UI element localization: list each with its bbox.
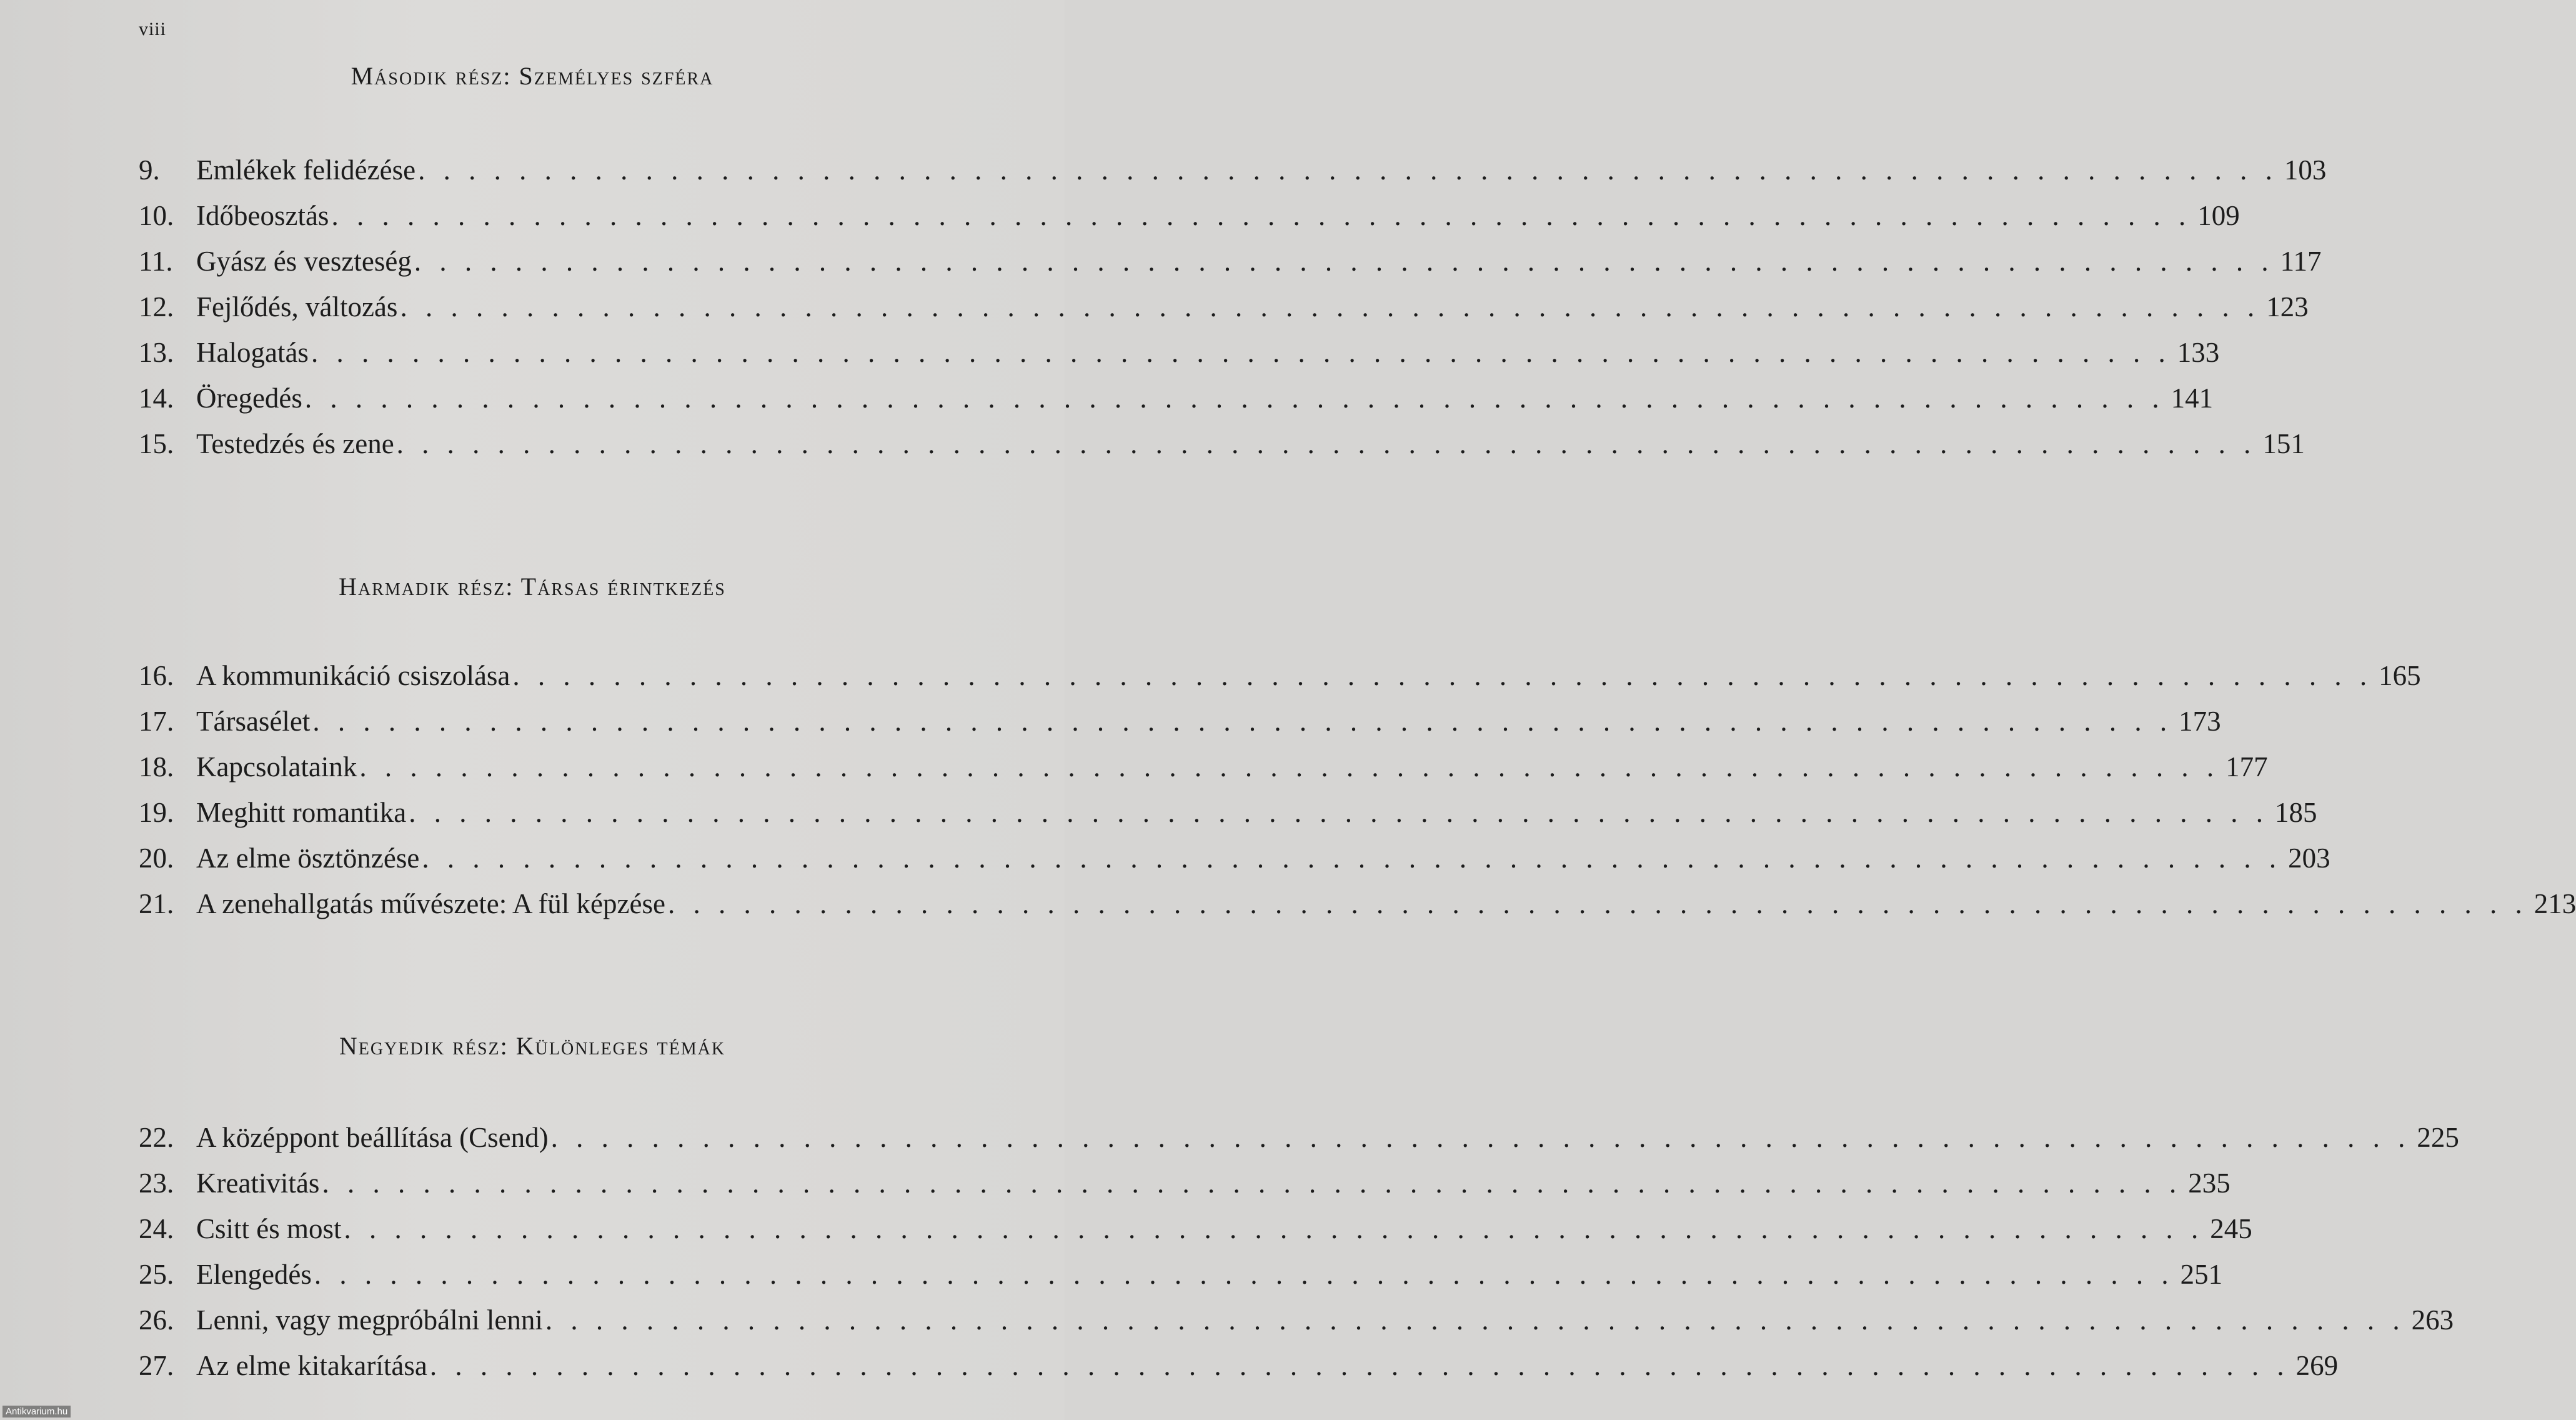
leader-dots: . . . . . . . . . . . . . . . . . . . . . . . . . . . . . . . . . . . . . . . . . . . . . . . . . . . . . . . . . . . . . . . . . . . . . . . . . .	[322, 1168, 2182, 1199]
leader-dots: . . . . . . . . . . . . . . . . . . . . . . . . . . . . . . . . . . . . . . . . . . . . . . . . . . . . . . . . . . . . . . . . . . . . . . . . . .	[409, 797, 2269, 828]
leader-dots: . . . . . . . . . . . . . . . . . . . . . . . . . . . . . . . . . . . . . . . . . . . . . . . . . . . . . . . . . . . . . . . . . . . . . . . . . .	[396, 428, 2257, 459]
chapter-title: Társasélet	[196, 706, 311, 737]
chapter-page: 245	[2210, 1213, 2252, 1244]
toc-entry	[139, 1252, 2223, 1298]
toc-entry	[139, 790, 2317, 836]
leader-dots: . . . . . . . . . . . . . . . . . . . . . . . . . . . . . . . . . . . . . . . . . . . . . . . . . . . . . . . . . . . . . . . . . . . . . . . . . .	[414, 246, 2274, 277]
chapter-number: 26.	[139, 1304, 174, 1336]
chapter-page: 203	[2288, 842, 2330, 874]
chapter-number: 16.	[139, 660, 174, 691]
toc-entry	[139, 1161, 2230, 1206]
chapter-number: 27.	[139, 1350, 174, 1381]
chapter-page: 133	[2177, 337, 2220, 368]
chapter-title: Csitt és most	[196, 1213, 342, 1244]
chapter-title: Elengedés	[196, 1259, 312, 1290]
leader-dots: . . . . . . . . . . . . . . . . . . . . . . . . . . . . . . . . . . . . . . . . . . . . . . . . . . . . . . . . . . . . . . . . . . . . . . . . . .	[304, 382, 2165, 414]
leader-dots: . . . . . . . . . . . . . . . . . . . . . . . . . . . . . . . . . . . . . . . . . . . . . . . . . . . . . . . . . . . . . . . . . . . . . . . . . .	[545, 1304, 2405, 1336]
section-title: Második rész: Személyes szféra	[351, 62, 714, 90]
chapter-title: A kommunikáció csiszolása	[196, 660, 510, 691]
leader-dots: . . . . . . . . . . . . . . . . . . . . . . . . . . . . . . . . . . . . . . . . . . . . . . . . . . . . . . . . . . . . . . . . . . . . . . . . . .	[429, 1350, 2290, 1381]
chapter-title: Emlékek felidézése	[196, 154, 416, 186]
leader-dots: . . . . . . . . . . . . . . . . . . . . . . . . . . . . . . . . . . . . . . . . . . . . . . . . . . . . . . . . . . . . . . . . . . . . . . . . . .	[512, 660, 2373, 691]
toc-entry	[139, 1343, 2339, 1389]
chapter-page: 251	[2180, 1259, 2223, 1290]
chapter-title: A középpont beállítása (Csend)	[196, 1122, 549, 1153]
toc-entry	[139, 653, 2421, 699]
leader-dots: . . . . . . . . . . . . . . . . . . . . . . . . . . . . . . . . . . . . . . . . . . . . . . . . . . . . . . . . . . . . . . . . . . . . . . . . . .	[344, 1213, 2204, 1244]
chapter-title: Halogatás	[196, 337, 309, 368]
leader-dots: . . . . . . . . . . . . . . . . . . . . . . . . . . . . . . . . . . . . . . . . . . . . . . . . . . . . . . . . . . . . . . . . . . . . . . . . . .	[550, 1122, 2411, 1153]
chapter-number: 9.	[139, 154, 160, 186]
leader-dots: . . . . . . . . . . . . . . . . . . . . . . . . . . . . . . . . . . . . . . . . . . . . . . . . . . . . . . . . . . . . . . . . . . . . . . . . . .	[422, 842, 2282, 874]
chapter-title: Fejlődés, változás	[196, 291, 398, 322]
chapter-page: 185	[2274, 797, 2317, 828]
chapter-number: 14.	[139, 382, 174, 414]
chapter-title: Gyász és veszteség	[196, 246, 412, 277]
toc-entry	[139, 1206, 2252, 1252]
toc-entry	[139, 699, 2221, 744]
leader-dots: . . . . . . . . . . . . . . . . . . . . . . . . . . . . . . . . . . . . . . . . . . . . . . . . . . . . . . . . . . . . . . . . . . . . . . . . . .	[359, 751, 2220, 782]
chapter-number: 15.	[139, 428, 174, 459]
leader-dots: . . . . . . . . . . . . . . . . . . . . . . . . . . . . . . . . . . . . . . . . . . . . . . . . . . . . . . . . . . . . . . . . . . . . . . . . . .	[312, 706, 2173, 737]
page-number: viii	[139, 19, 167, 39]
chapter-title: A zenehallgatás művészete: A fül képzése	[196, 888, 665, 919]
toc-entry	[139, 284, 2309, 330]
chapter-page: 151	[2262, 428, 2305, 459]
chapter-title: Meghitt romantika	[196, 797, 407, 828]
chapter-title: Testedzés és zene	[196, 428, 394, 459]
chapter-page: 141	[2171, 382, 2214, 414]
chapter-title: Az elme ösztönzése	[196, 842, 420, 874]
toc-list	[139, 653, 2576, 927]
toc-entry	[139, 421, 2305, 467]
section-title: Negyedik rész: Különleges témák	[339, 1032, 726, 1060]
toc-list	[139, 148, 2327, 467]
chapter-number: 13.	[139, 337, 174, 368]
chapter-page: 177	[2225, 751, 2268, 782]
toc-entry	[139, 193, 2240, 239]
chapter-number: 20.	[139, 842, 174, 874]
chapter-number: 19.	[139, 797, 174, 828]
toc-entry	[139, 330, 2220, 376]
chapter-page: 173	[2179, 706, 2221, 737]
chapter-page: 263	[2411, 1304, 2454, 1336]
chapter-number: 21.	[139, 888, 174, 919]
toc-entry	[139, 836, 2330, 881]
leader-dots: . . . . . . . . . . . . . . . . . . . . . . . . . . . . . . . . . . . . . . . . . . . . . . . . . . . . . . . . . . . . . . . . . . . . . . . . . .	[418, 154, 2278, 186]
leader-dots: . . . . . . . . . . . . . . . . . . . . . . . . . . . . . . . . . . . . . . . . . . . . . . . . . . . . . . . . . . . . . . . . . . . . . . . . . .	[311, 337, 2171, 368]
chapter-page: 123	[2266, 291, 2309, 322]
chapter-title: Öregedés	[196, 382, 302, 414]
chapter-title: Időbeosztás	[196, 200, 329, 231]
toc-entry	[139, 744, 2268, 790]
chapter-title: Lenni, vagy megpróbálni lenni	[196, 1304, 543, 1336]
leader-dots: . . . . . . . . . . . . . . . . . . . . . . . . . . . . . . . . . . . . . . . . . . . . . . . . . . . . . . . . . . . . . . . . . . . . . . . . . .	[667, 888, 2528, 919]
chapter-page: 269	[2295, 1350, 2339, 1381]
chapter-number: 17.	[139, 706, 174, 737]
chapter-page: 225	[2417, 1122, 2459, 1153]
leader-dots: . . . . . . . . . . . . . . . . . . . . . . . . . . . . . . . . . . . . . . . . . . . . . . . . . . . . . . . . . . . . . . . . . . . . . . . . . .	[400, 291, 2260, 322]
toc-entry	[139, 1298, 2454, 1343]
chapter-number: 10.	[139, 200, 174, 231]
chapter-number: 12.	[139, 291, 174, 322]
chapter-page: 109	[2197, 200, 2240, 231]
leader-dots: . . . . . . . . . . . . . . . . . . . . . . . . . . . . . . . . . . . . . . . . . . . . . . . . . . . . . . . . . . . . . . . . . . . . . . . . . .	[314, 1259, 2174, 1290]
chapter-number: 18.	[139, 751, 174, 782]
chapter-number: 23.	[139, 1168, 174, 1199]
toc-entry	[139, 1115, 2459, 1161]
toc-entry	[139, 376, 2214, 421]
chapter-page: 103	[2284, 154, 2327, 186]
chapter-number: 11.	[139, 246, 173, 277]
chapter-page: 117	[2280, 246, 2322, 277]
section-title: Harmadik rész: Társas érintkezés	[339, 572, 726, 601]
chapter-title: Kapcsolataink	[196, 751, 357, 782]
toc-list	[139, 1115, 2459, 1389]
chapter-number: 25.	[139, 1259, 174, 1290]
toc-entry	[139, 239, 2322, 284]
watermark: Antikvarium.hu	[2, 1406, 71, 1418]
chapter-title: Kreativitás	[196, 1168, 320, 1199]
chapter-number: 24.	[139, 1213, 174, 1244]
chapter-page: 235	[2188, 1168, 2230, 1199]
toc-entry	[139, 881, 2576, 927]
chapter-page: 213	[2534, 888, 2576, 919]
chapter-title: Az elme kitakarítása	[196, 1350, 427, 1381]
leader-dots: . . . . . . . . . . . . . . . . . . . . . . . . . . . . . . . . . . . . . . . . . . . . . . . . . . . . . . . . . . . . . . . . . . . . . . . . . .	[331, 200, 2192, 231]
chapter-number: 22.	[139, 1122, 174, 1153]
chapter-page: 165	[2379, 660, 2421, 691]
toc-entry	[139, 148, 2327, 193]
